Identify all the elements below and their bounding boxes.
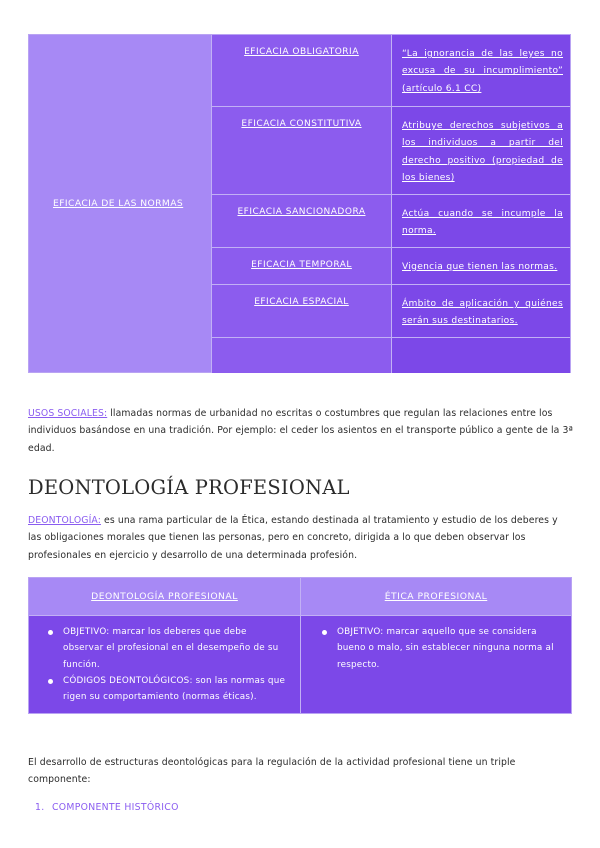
bullet-icon	[48, 679, 53, 684]
deontologia-paragraph	[28, 512, 573, 564]
efficacy-description: Atribuye derechos subjetivos a los individuos a partir del derecho positivo (propiedad de los bienes)	[402, 121, 563, 184]
bullet-list	[29, 616, 300, 705]
numbered-list-item	[35, 802, 179, 813]
efficacy-row	[211, 106, 570, 195]
efficacy-row	[211, 284, 570, 338]
efficacy-description: Vigencia que tienen las normas.	[402, 262, 558, 272]
deontologia-text: es una rama particular de la Ética, estando destinada al tratamiento y estudio de los deberes y las obligaciones morales que tienen las personas, pero en concreto, dirigida a lo que deben observar los profesionales en ejercicio y desarrollo de una determinada profesión.	[28, 515, 558, 561]
bullet-text: OBJETIVO: marcar los deberes que debe observar el profesional en el desempeño de su función.	[63, 627, 279, 670]
efficacy-name: EFICACIA SANCIONADORA	[237, 207, 366, 217]
efficacy-name-cell	[211, 35, 391, 106]
comparison-header: DEONTOLOGÍA PROFESIONAL	[91, 591, 238, 602]
efficacy-name: EFICACIA ESPACIAL	[254, 297, 349, 307]
efficacy-description-cell	[391, 338, 570, 373]
bullet-icon	[322, 630, 327, 635]
efficacy-name: EFICACIA CONSTITUTIVA	[241, 119, 362, 129]
list-number: 1.	[35, 802, 45, 813]
efficacy-description-cell	[391, 195, 570, 248]
comparison-body-cell	[300, 615, 571, 713]
efficacy-name: EFICACIA TEMPORAL	[251, 260, 352, 270]
bullet-text: CÓDIGOS DEONTOLÓGICOS: son las normas que rigen su comportamiento (normas éticas).	[63, 675, 286, 703]
comparison-header-cell	[300, 578, 571, 615]
bullet-icon	[48, 630, 53, 635]
efficacy-left-cell	[29, 35, 211, 372]
list-label: COMPONENTE HISTÓRICO	[52, 802, 179, 813]
efficacy-description-cell	[391, 107, 570, 195]
efficacy-name-cell	[211, 107, 391, 195]
comparison-header: ÉTICA PROFESIONAL	[384, 591, 488, 602]
efficacy-description: Ámbito de aplicación y quiénes serán sus destinatarios.	[402, 299, 563, 327]
comparison-table	[28, 577, 572, 714]
efficacy-row	[211, 194, 570, 248]
usos-sociales-text: llamadas normas de urbanidad no escritas o costumbres que regulan las relaciones entre los individuos basándose en una tradición. Por ejemplo: el ceder los asientos en el transporte público a gente de la 3ª edad.	[28, 408, 573, 454]
efficacy-left-label: EFICACIA DE LAS NORMAS	[53, 198, 184, 209]
efficacy-description-cell	[391, 35, 570, 106]
efficacy-name-cell	[211, 338, 391, 373]
usos-sociales-paragraph	[28, 405, 573, 457]
deontologia-term: DEONTOLOGÍA:	[28, 515, 101, 526]
efficacy-description: Actúa cuando se incumple la norma.	[402, 209, 563, 237]
efficacy-description: “La ignorancia de las leyes no excusa de su incumplimiento” (artículo 6.1 CC)	[402, 49, 563, 94]
efficacy-table	[28, 34, 571, 373]
efficacy-name-cell	[211, 248, 391, 285]
comparison-body-cell	[29, 615, 300, 713]
bullet-text: OBJETIVO: marcar aquello que se considera bueno o malo, sin establecer ninguna norma al respecto.	[337, 627, 554, 670]
efficacy-row	[211, 247, 570, 285]
efficacy-row-empty	[211, 337, 570, 373]
closing-paragraph: El desarrollo de estructuras deontológicas para la regulación de la actividad profesional tiene un triple componente:	[28, 757, 516, 786]
efficacy-description-cell	[391, 285, 570, 338]
efficacy-description-cell	[391, 248, 570, 285]
efficacy-name: EFICACIA OBLIGATORIA	[244, 47, 359, 57]
efficacy-row	[211, 35, 570, 106]
usos-sociales-term: USOS SOCIALES:	[28, 408, 108, 419]
bullet-item	[337, 624, 557, 673]
bullet-item	[63, 624, 286, 673]
section-heading: DEONTOLOGÍA PROFESIONAL	[28, 476, 350, 499]
efficacy-name-cell	[211, 285, 391, 338]
efficacy-name-cell	[211, 195, 391, 248]
comparison-header-cell	[29, 578, 300, 615]
bullet-item	[63, 673, 286, 706]
bullet-list	[301, 616, 571, 673]
